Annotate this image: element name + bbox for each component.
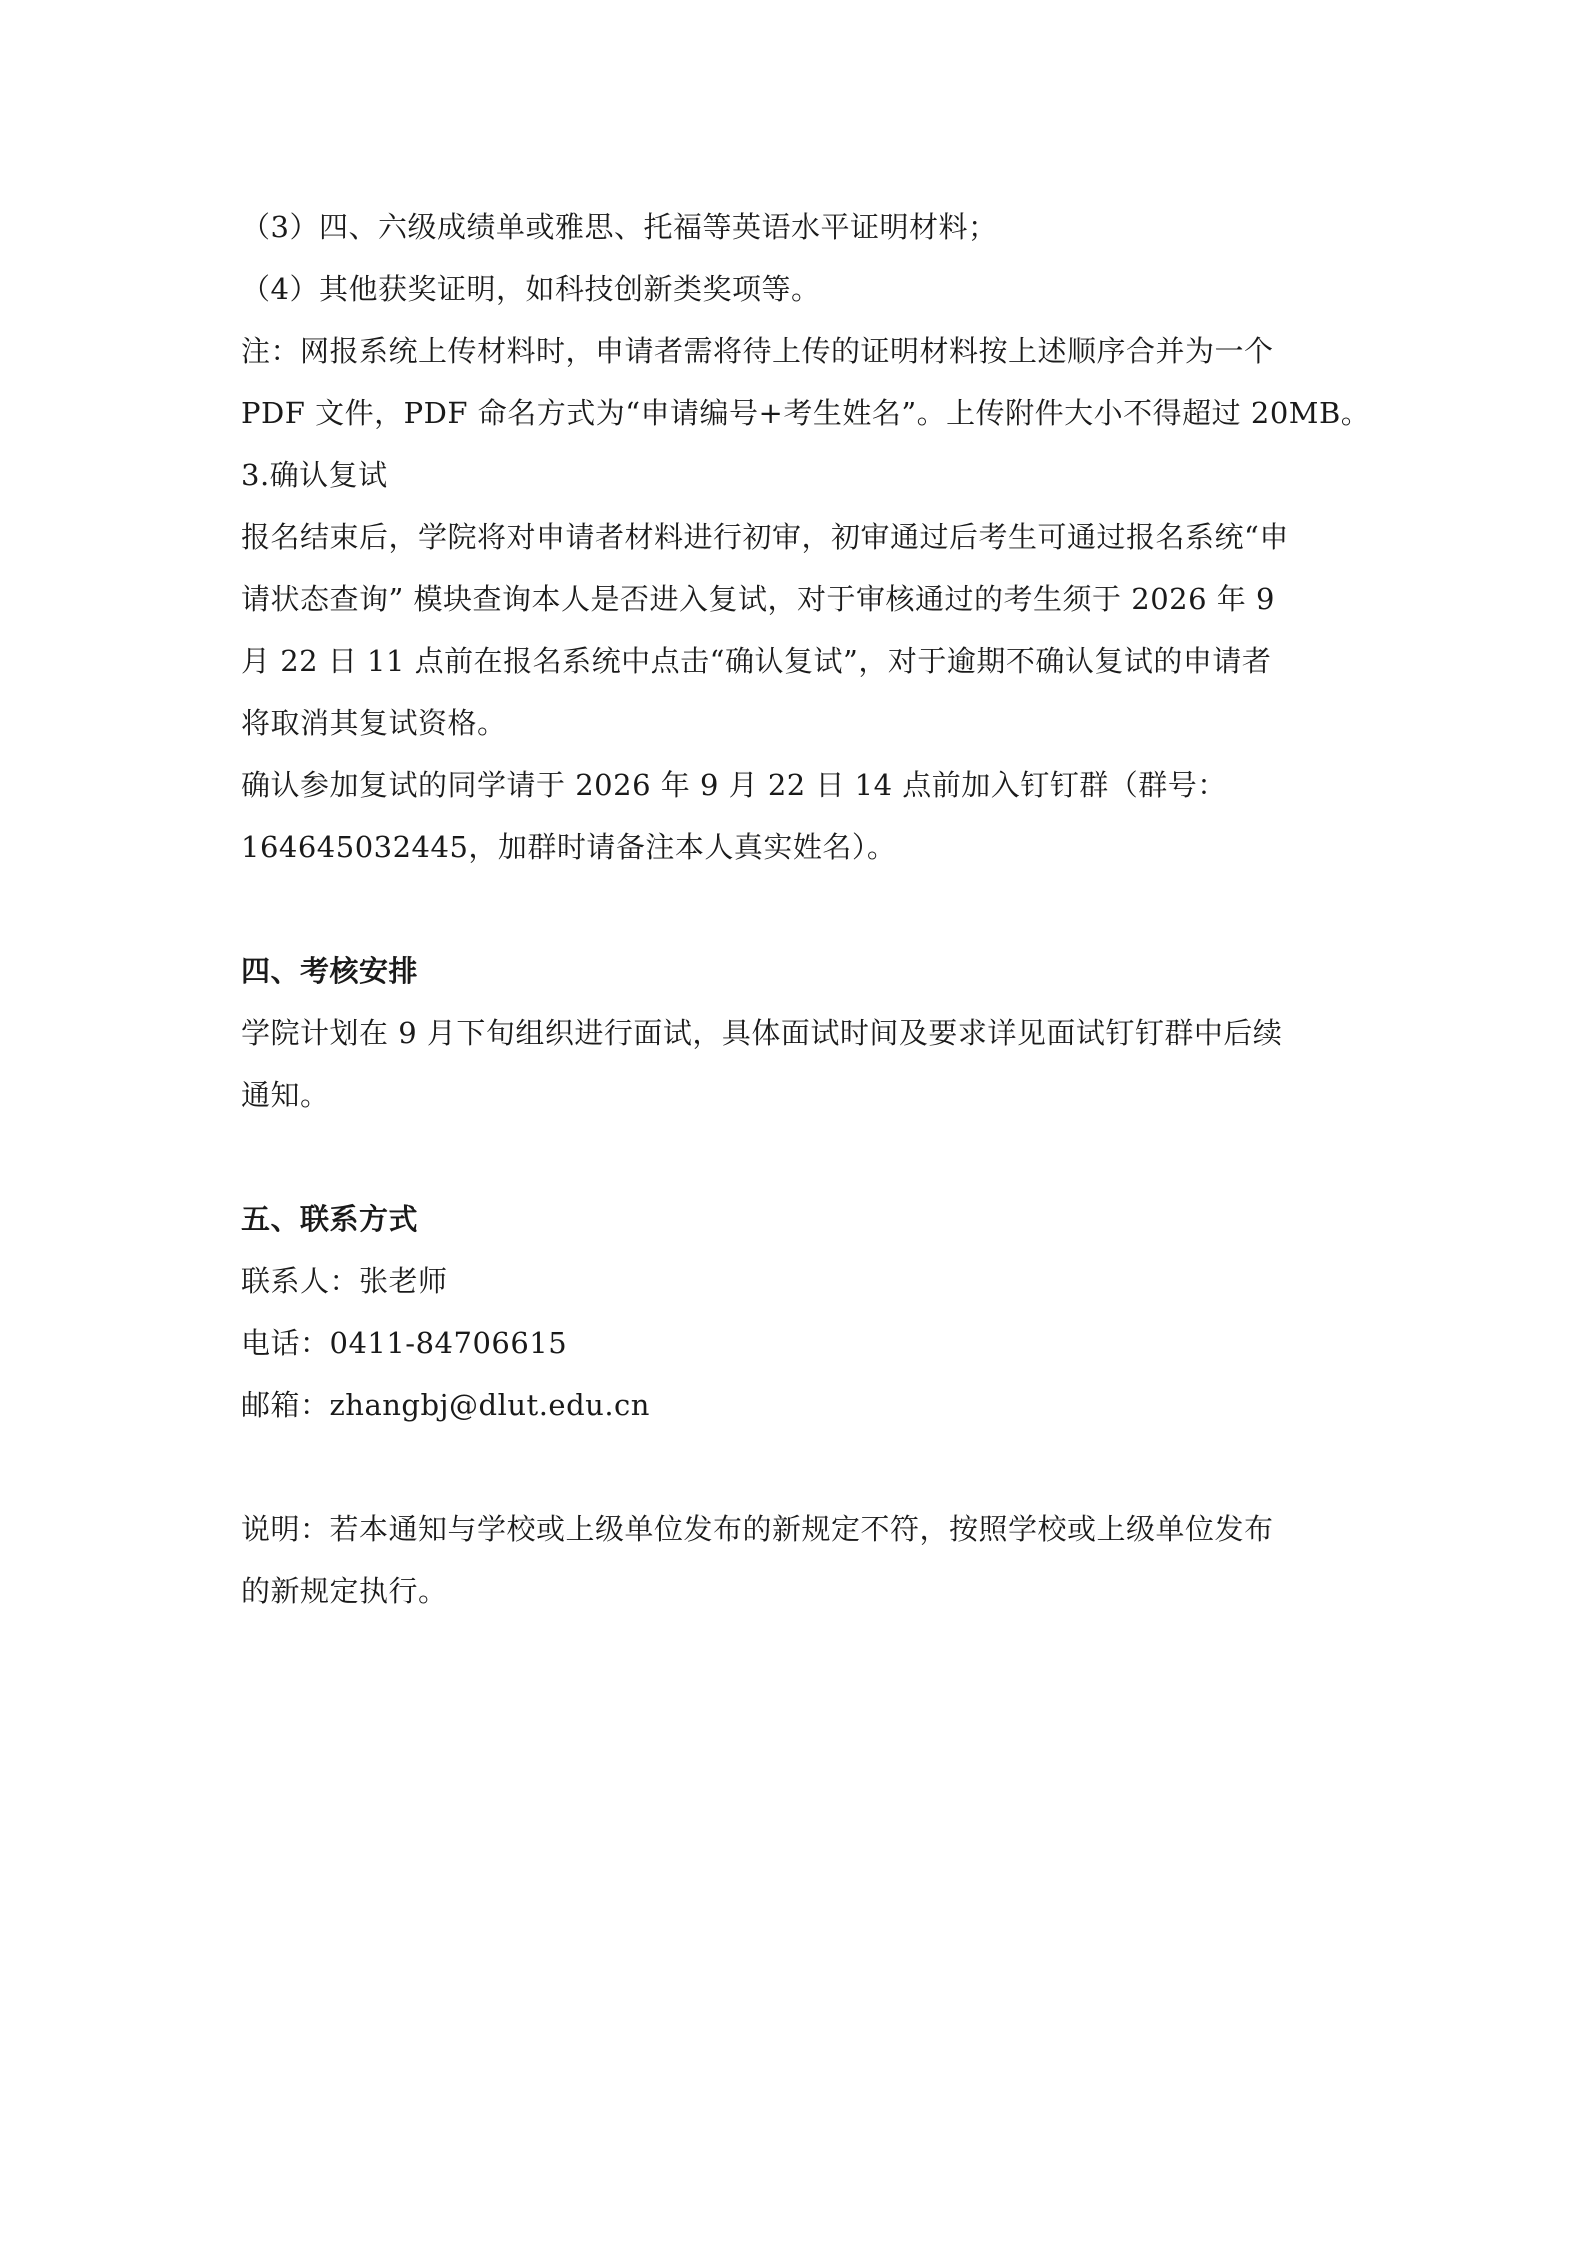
contact-person: 联系人：张老师 xyxy=(241,1264,448,1298)
confirm-paragraph-line-4: 将取消其复试资格。 xyxy=(241,706,507,740)
assessment-line-2: 通知。 xyxy=(241,1078,330,1112)
spacer xyxy=(241,878,1356,940)
material-item-4: （4）其他获奖证明，如科技创新类奖项等。 xyxy=(241,272,821,306)
remark-line-1: 说明：若本通知与学校或上级单位发布的新规定不符，按照学校或上级单位发布 xyxy=(241,1512,1274,1546)
confirm-paragraph-line-2: 请状态查询” 模块查询本人是否进入复试，对于审核通过的考生须于 2026 年 9 xyxy=(241,582,1275,616)
dingtalk-paragraph-line-2: 164645032445，加群时请备注本人真实姓名）。 xyxy=(241,830,897,864)
confirm-retest-title: 3.确认复试 xyxy=(241,458,388,492)
contact-phone: 电话：0411-84706615 xyxy=(241,1326,568,1360)
upload-note-line-2: PDF 文件，PDF 命名方式为“申请编号+考生姓名”。上传附件大小不得超过 20MB。 xyxy=(241,396,1371,430)
assessment-line-1: 学院计划在 9 月下旬组织进行面试，具体面试时间及要求详见面试钉钉群中后续 xyxy=(241,1016,1283,1050)
confirm-paragraph-line-1: 报名结束后，学院将对申请者材料进行初审，初审通过后考生可通过报名系统“申 xyxy=(241,520,1289,554)
dingtalk-paragraph-line-1: 确认参加复试的同学请于 2026 年 9 月 22 日 14 点前加入钉钉群（群号： xyxy=(241,768,1227,802)
remark-line-2: 的新规定执行。 xyxy=(241,1574,448,1608)
upload-note-line-1: 注：网报系统上传材料时，申请者需将待上传的证明材料按上述顺序合并为一个 xyxy=(241,334,1274,368)
contact-email: 邮箱：zhangbj@dlut.edu.cn xyxy=(241,1388,650,1422)
section-heading-assessment: 四、考核安排 xyxy=(241,954,419,988)
document-page xyxy=(241,196,1371,1622)
material-item-3: （3）四、六级成绩单或雅思、托福等英语水平证明材料； xyxy=(241,210,998,244)
section-heading-contact: 五、联系方式 xyxy=(241,1202,419,1236)
confirm-paragraph-line-3: 月 22 日 11 点前在报名系统中点击“确认复试”，对于逾期不确认复试的申请者 xyxy=(241,644,1272,678)
spacer xyxy=(241,1126,1356,1188)
spacer xyxy=(241,1436,1356,1498)
